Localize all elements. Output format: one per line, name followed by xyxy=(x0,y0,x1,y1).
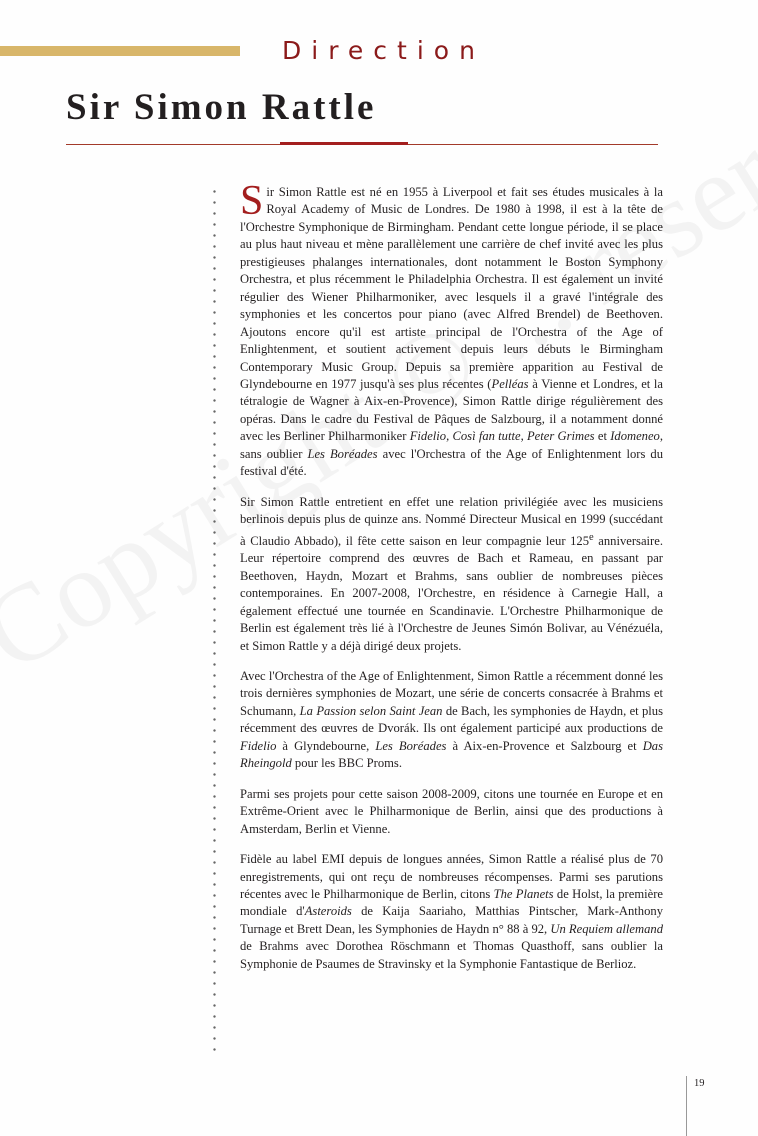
section-label: Direction xyxy=(282,36,485,65)
page-title: Sir Simon Rattle xyxy=(66,87,377,128)
gold-header-bar xyxy=(0,46,240,56)
drop-cap: S xyxy=(240,178,264,224)
title-divider-accent xyxy=(280,142,408,145)
paragraph-4: Parmi ses projets pour cette saison 2008-2009, citons une tournée en Europe et en Extrême-Orient avec le Philharmonique de Berlin, ainsi que des productions à Amsterdam, Berlin et Vienne. xyxy=(240,786,663,836)
paragraph-1: Sir Simon Rattle est né en 1955 à Liverpool et fait ses études musicales à la Royal Academy of Music de Londres. De 1980 à 1998, il est à la tête de l'Orchestre Symphonique de Birmingham. Pendant cette longue période, il se place au plus haut niveau et mène parallèlement une carrière de chef invité avec les plus prestigieuses phalanges internationales, dont notamment le Boston Symphony Orchestra, et plus récemment le Philadelphia Orchestra. Il est également un invité régulier des Wiener Philharmoniker, avec lesquels il a gravé l'intégrale des symphonies et les concertos pour piano (avec Alfred Brendel) de Beethoven. Ajoutons encore qu'il est artiste principal de l'Orchestra of the Age of Enlightenment, et soutient activement depuis leurs débuts le Birmingham Contemporary Music Group. Depuis sa première apparition au Festival de Glyndebourne en 1977 jusqu'à ses plus récentes (Pelléas à Vienne et Londres, et la tétralogie de Wagner à Aix-en-Provence), Simon Rattle dirige régulièrement des opéras. Dans le cadre du Festival de Pâques de Salzbourg, il a notamment donné avec les Berliner Philharmoniker Fidelio, Così fan tutte, Peter Grimes et Idomeneo, sans oublier Les Boréades avec l'Orchestra of the Age of Enlightenment lors du festival d'été. xyxy=(240,178,664,479)
biography-text xyxy=(240,178,664,986)
paragraph-2: Sir Simon Rattle entretient en effet une relation privilégiée avec les musiciens berlinois depuis plus de quinze ans. Nommé Directeur Musical en 1999 (succédant à Claudio Abbado), il fête cette saison en leur compagnie leur 125e anniversaire. Leur répertoire comprend des œuvres de Bach et Rameau, en passant par Beethoven, Haydn, Mozart et Brahms, sans oublier de nombreuses pièces contemporaines. En 2007-2008, l'Orchestre, en résidence à Carnegie Hall, a également effectué une tournée en Scandinavie. L'Orchestre Philharmonique de Berlin est également très lié à l'Orchestre de Jeunes Simón Bolivar, au Vénézuéla, et Simon Rattle y a déjà dirigé deux projets. xyxy=(240,494,663,653)
page-number: 19 xyxy=(694,1078,705,1089)
paragraph-5: Fidèle au label EMI depuis de longues années, Simon Rattle a réalisé plus de 70 enregistrements, qui ont reçu de nombreuses récompenses. Parmi ses parutions récentes avec le Philharmonique de Berlin, citons The Planets de Holst, la première mondiale d'Asteroids de Kaija Saariaho, Matthias Pintscher, Mark-Anthony Turnage et Brett Dean, les Symphonies de Haydn n° 88 à 92, Un Requiem allemand de Brahms avec Dorothea Röschmann et Thomas Quasthoff, sans oublier la Symphonie de Psaumes de Stravinsky et la Symphonie Fantastique de Berlioz. xyxy=(240,852,663,971)
dotted-margin-rule xyxy=(213,186,216,1056)
paragraph-3: Avec l'Orchestra of the Age of Enlightenment, Simon Rattle a récemment donné les trois dernières symphonies de Mozart, une série de concerts consacrée à Brahms et Schumann, La Passion selon Saint Jean de Bach, les symphonies de Haydn, et plus récemment des œuvres de Dvorák. Ils ont également participé aux productions de Fidelio à Glyndebourne, Les Boréades à Aix-en-Provence et Salzbourg et Das Rheingold pour les BBC Proms. xyxy=(240,668,664,771)
